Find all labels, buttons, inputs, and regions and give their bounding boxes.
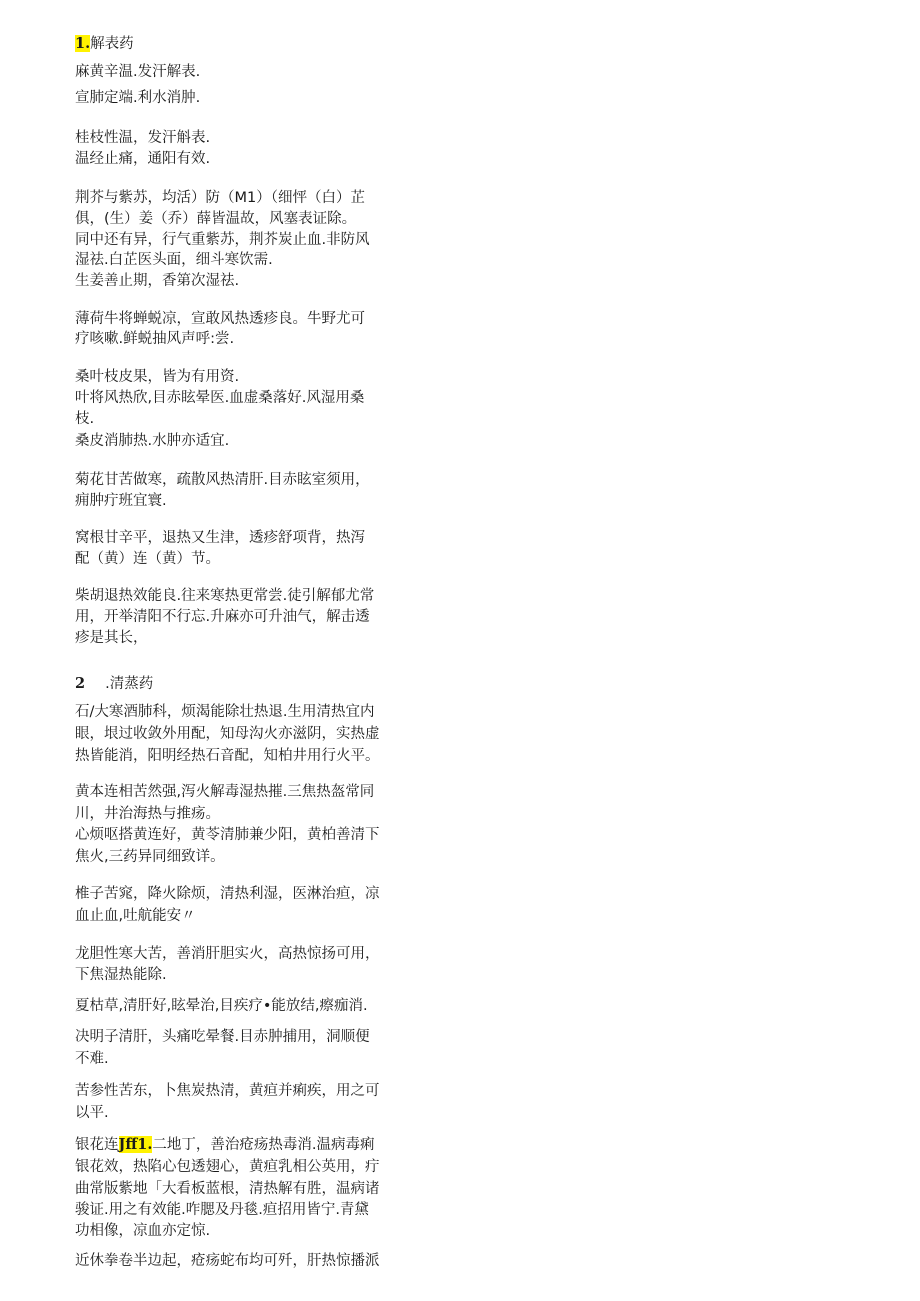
text-line: 疗咳嗽.鲜蜕抽风声呼:尝. [75, 331, 235, 347]
text-line: 眼，垠过收敛外用配，知母沟火亦滋阴，实热虚 [75, 726, 380, 742]
text-line: 以平. [75, 1105, 109, 1121]
text-line: 龙胆性寒大苦，善消肝胆实火，高热惊扬可用， [75, 946, 380, 962]
text-line: 川，井治海热与推疡。 [75, 806, 220, 822]
text-line: 近休拳卷半边起，疮疡蛇布均可歼，肝热惊播派 [75, 1253, 380, 1269]
text-line: 桑皮消肺热.水肿亦适宜. [75, 433, 230, 449]
text-line: 骏证.用之有效能.咋腮及丹毯.疸招用皆宁.青黛 [75, 1202, 369, 1218]
text-line: 柴胡退热效能良.往来寒热更常尝.徒引解郁尤常 [75, 588, 375, 604]
text-line: 用，开举清阳不行忘.升麻亦可升油气，解击透 [75, 609, 370, 625]
section-number: 2 [75, 675, 86, 692]
section-number-highlight: 1. [75, 35, 91, 52]
text-line: 菊花甘苦做寒，疏散风热清肝.目赤眩室须用， [75, 472, 370, 488]
text-line: 叶将风热欣,目赤眩晕医.血虚桑落好.风湿用桑 [75, 390, 365, 406]
text-line: 宣肺定端.利水消肿. [75, 90, 201, 106]
text-line: 枝. [75, 411, 95, 427]
section-1-heading [75, 34, 134, 54]
text-line: 血止血,吐航能安〃 [75, 908, 196, 924]
text-line: 桂枝性温，发汗斛表. [75, 130, 211, 146]
text-line: 俱，(生）姜（乔）薛皆温故，风塞表证除。 [75, 211, 357, 227]
text-line: 热皆能消，阳明经热石音配，知柏井用行火平。 [75, 748, 380, 764]
text-line: 温经止痛，通阳有效. [75, 151, 211, 167]
text-line: 痈肿疔班宜寰. [75, 493, 167, 509]
text-line: 苦参性苦东，卜焦炭热清，黄疸并痢疾，用之可 [75, 1083, 380, 1099]
section-title: 解表药 [90, 36, 134, 52]
text-fragment: 银花连 [75, 1137, 119, 1153]
text-line: 黄本连相苦然强,泻火解毒湿热摧.三焦热盔常同 [75, 784, 375, 800]
text-line: 荆芥与紫苏，均活）防（M1）（细怦（白）芷 [75, 190, 365, 206]
text-line: 石/大寒酒肺科，烦渴能除壮热退.生用清热宜内 [75, 704, 375, 720]
section-title: .清蒸药 [105, 676, 154, 692]
text-fragment: 二地丁，善治疮疡热毒消.温病毒痢 [152, 1137, 375, 1153]
text-line: 薄荷牛将蝉蜕凉，宣敢风热透疹良。牛野尤可 [75, 311, 365, 327]
text-line: 椎子苦窕，降火除烦，清热利湿，医淋治疸，凉 [75, 886, 380, 902]
text-line: 焦火,三药异同细致详。 [75, 849, 225, 865]
text-line: 夏枯草,清肝好,眩晕治,目疾疗•能放结,瘵痂消. [75, 998, 368, 1014]
text-line: 决明子清肝，头痛吃晕餐.目赤肿捕用，洞顺便 [75, 1029, 370, 1045]
text-line: 同中还有异，行气重紫苏，荆芥炭止血.非防风 [75, 232, 370, 248]
text-line: 银花效，热陷心包透翅心，黄疸乳相公英用，疔 [75, 1159, 380, 1175]
text-line: 疹是其长， [75, 630, 148, 646]
text-line: 窝根甘辛平，退热又生津，透疹舒项背，热泻 [75, 530, 365, 546]
ocr-highlight: Jff1. [118, 1136, 153, 1153]
text-line: 曲常版紫地「大看板蓝根，清热解有胜，温病诸 [75, 1181, 380, 1197]
text-line: 配（黄）连（黄）节。 [75, 551, 220, 567]
text-line: 功相像，凉血亦定惊. [75, 1223, 211, 1239]
text-line: 桑叶枝皮果，皆为有用资. [75, 369, 240, 385]
section-2-heading [75, 674, 153, 694]
text-line: 下焦湿热能除. [75, 967, 167, 983]
text-line [75, 1135, 375, 1155]
text-line: 心烦呕搭黄连好，黄苓清肺兼少阳，黄柏善清下 [75, 827, 380, 843]
text-line: 湿祛.白芷医头面，细斗寒饮需. [75, 252, 273, 268]
text-line: 麻黄辛温.发汗解表. [75, 64, 201, 80]
text-line: 不难. [75, 1051, 109, 1067]
text-line: 生姜善止期，香第次湿祛. [75, 273, 240, 289]
